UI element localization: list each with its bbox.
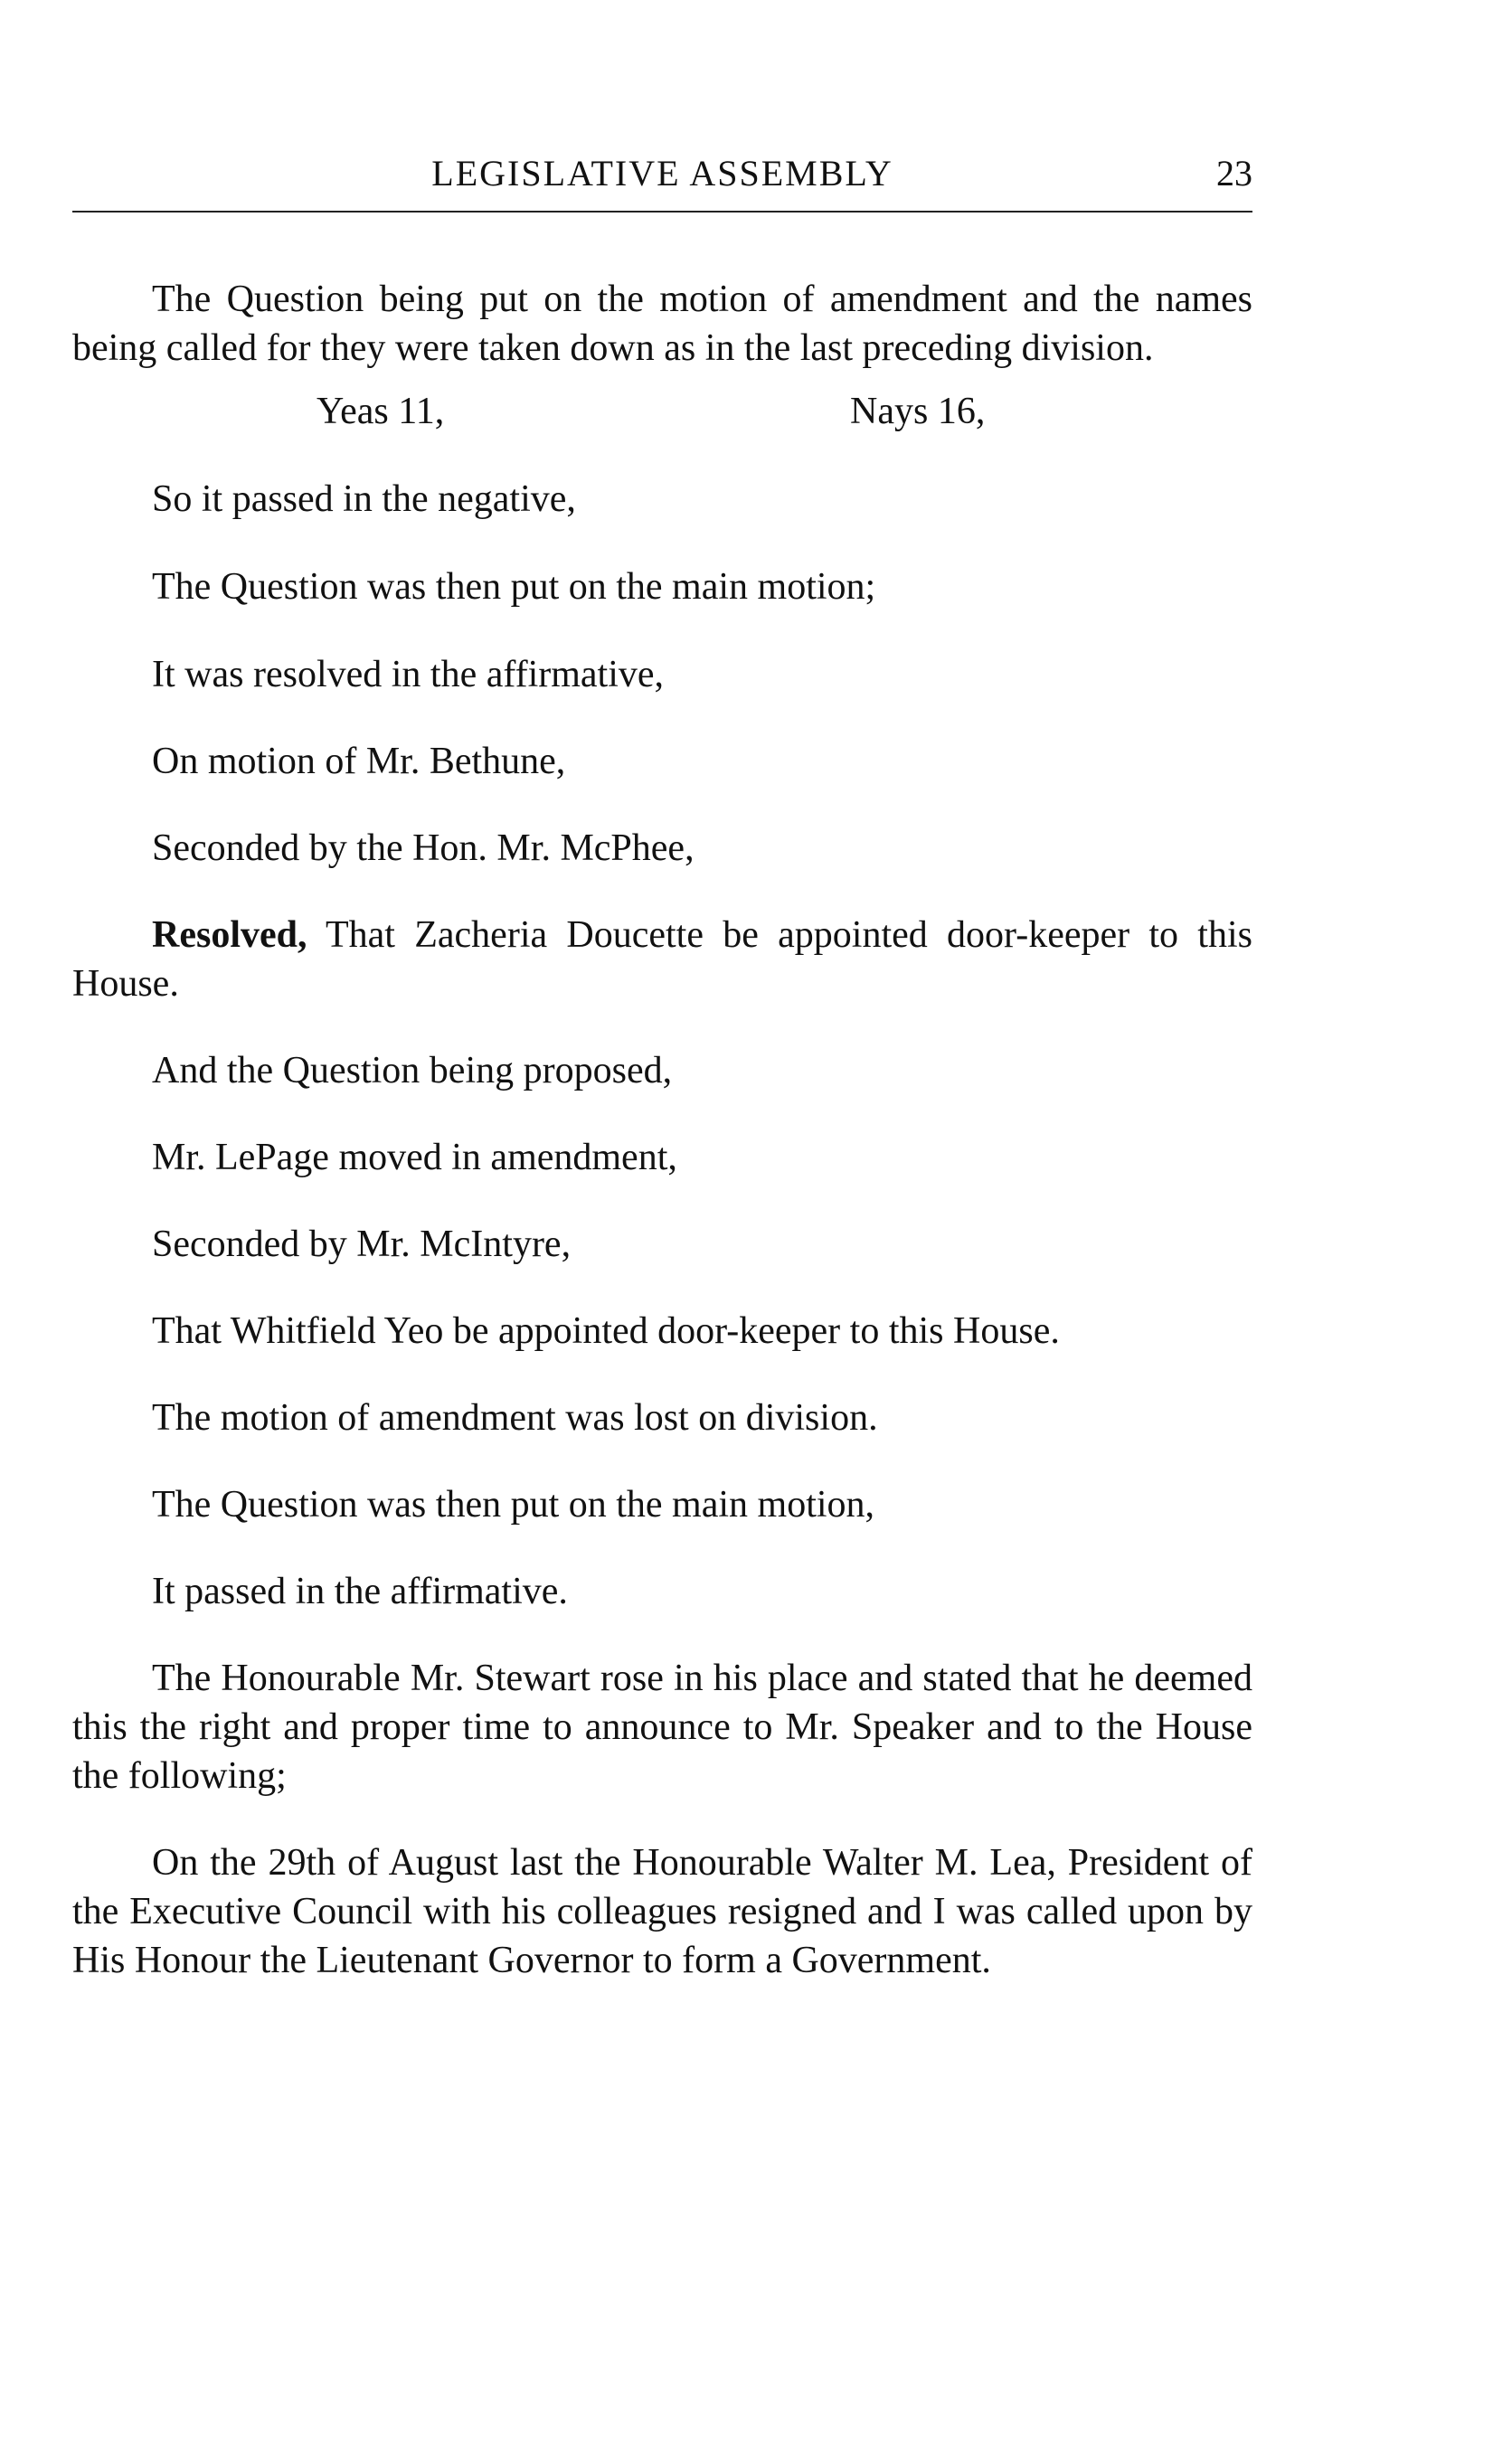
paragraph-seconded-mcintyre: Seconded by Mr. McIntyre,	[152, 1224, 572, 1265]
paragraph-passed-affirmative: It passed in the affirmative.	[152, 1571, 568, 1612]
paragraph-lea-resignation: On the 29th of August last the Honourable Walter M. Lea, President of the Executive Council with his colleagues resigned and I was called upon by His Honour the Lieutenant Governor to form a Government.	[72, 1842, 1252, 1981]
header-rule	[72, 211, 1252, 213]
yeas-count: Yeas 11,	[317, 391, 445, 432]
paragraph-affirmative: It was resolved in the affirmative,	[152, 654, 665, 695]
running-head-title: LEGISLATIVE ASSEMBLY	[431, 153, 893, 194]
paragraph-question-amendment: The Question being put on the motion of amendment and the names being called for they were taken down as in the last preceding division.	[72, 279, 1252, 369]
paragraph-negative: So it passed in the negative,	[152, 478, 576, 520]
paragraph-main-motion: The Question was then put on the main motion;	[152, 566, 876, 608]
paragraph-question-proposed: And the Question being proposed,	[152, 1050, 673, 1091]
paragraph-whitfield-yeo: That Whitfield Yeo be appointed door-keeper to this House.	[152, 1310, 1060, 1352]
paragraph-resolved-doucette	[72, 911, 1252, 1008]
paragraph-amendment-lost: The motion of amendment was lost on division.	[152, 1397, 878, 1439]
page-body	[72, 275, 1252, 1985]
paragraph-motion-bethune: On motion of Mr. Bethune,	[152, 741, 566, 782]
paragraph-main-motion-2: The Question was then put on the main motion,	[152, 1484, 875, 1526]
resolved-lead: Resolved,	[152, 914, 307, 956]
resolved-text: That Zacheria Doucette be appointed door-keeper to this House.	[72, 914, 1252, 1005]
division-votes	[72, 387, 1252, 436]
page-header	[72, 152, 1252, 206]
paragraph-stewart-statement: The Honourable Mr. Stewart rose in his place and stated that he deemed this the right and proper time to announce to Mr. Speaker and to the House the following;	[72, 1658, 1252, 1797]
paragraph-lepage-amendment: Mr. LePage moved in amendment,	[152, 1137, 677, 1178]
paragraph-seconded-mcphee: Seconded by the Hon. Mr. McPhee,	[152, 827, 695, 869]
nays-count: Nays 16,	[850, 391, 986, 432]
page-number: 23	[1216, 153, 1252, 194]
